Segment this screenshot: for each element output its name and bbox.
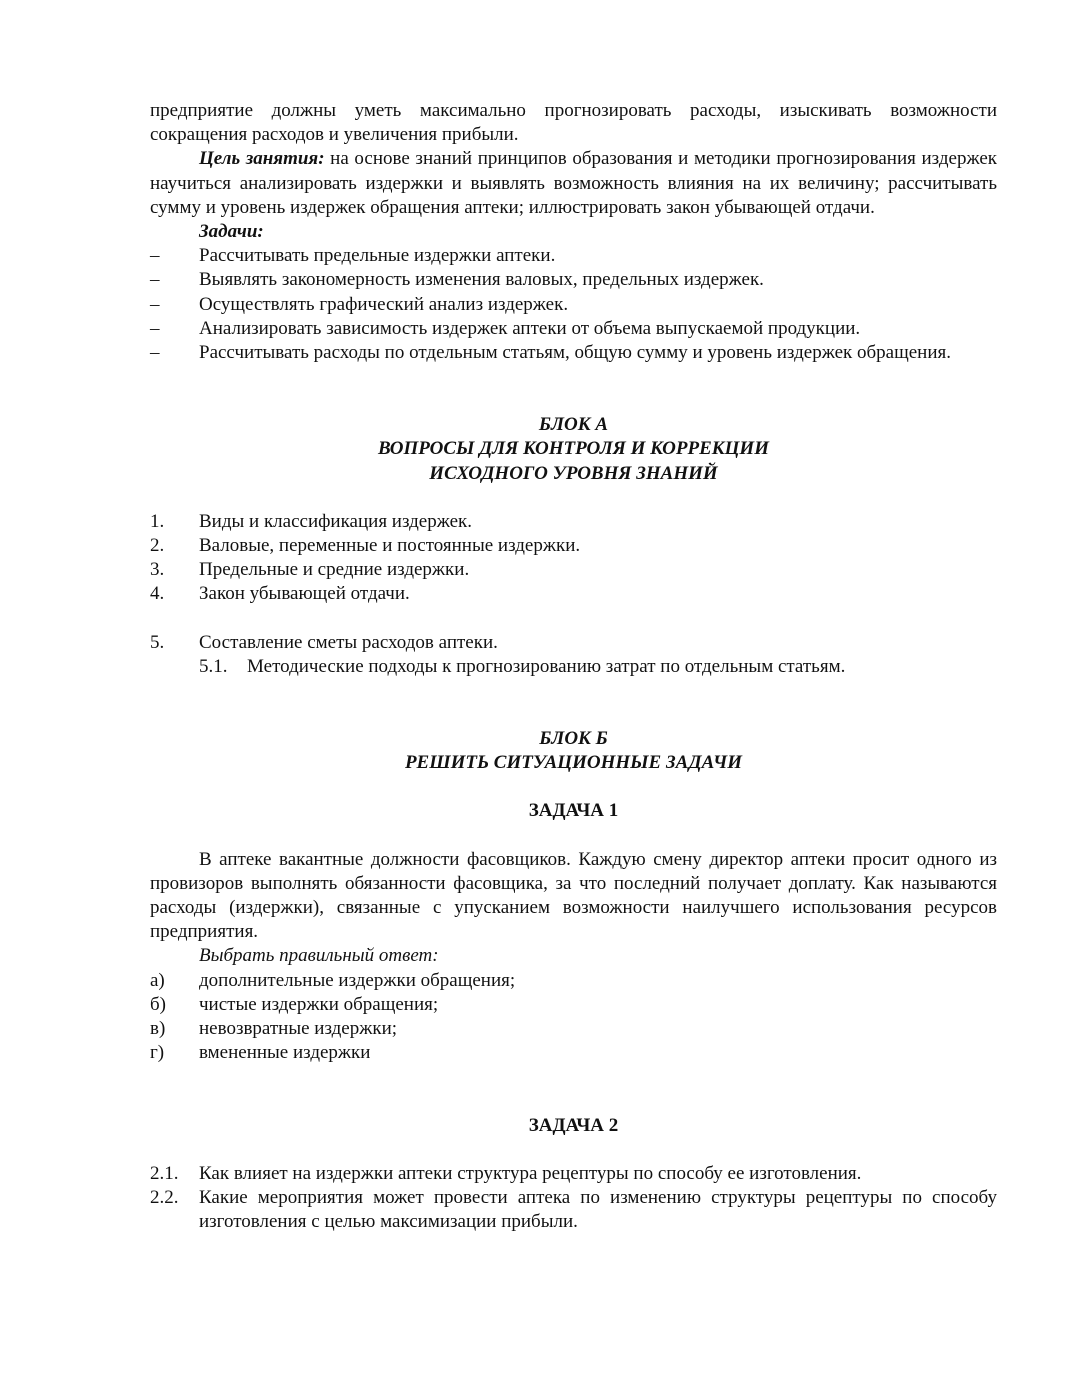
item-text: Предельные и средние издержки.: [199, 559, 470, 581]
list-item-text: Анализировать зависимость издержек аптеки от объема выпускаемой продукции.: [199, 317, 861, 339]
item-number: 3.: [150, 559, 165, 581]
numbered-item: [150, 631, 997, 655]
item-text: Как влияет на издержки аптеки структура рецептуры по способу ее изготовления.: [199, 1162, 862, 1184]
tasks-list: [150, 244, 997, 365]
numbered-item: [150, 510, 997, 534]
goal-paragraph: [150, 147, 997, 220]
item-number: 5.: [150, 631, 165, 653]
block-b-title: БЛОК Б: [539, 728, 608, 750]
item-text: Составление сметы расходов аптеки.: [199, 631, 498, 653]
option-letter: г): [150, 1042, 165, 1064]
answer-option: [150, 969, 997, 993]
numbered-item: [150, 534, 997, 558]
task-1-title: ЗАДАЧА 1: [528, 800, 619, 822]
option-letter: а): [150, 969, 165, 991]
block-a-subtitle-line2: ИСХОДНОГО УРОВНЯ ЗНАНИЙ: [429, 462, 718, 484]
item-text: Валовые, переменные и постоянные издержки.: [199, 535, 581, 557]
list-item-text: Рассчитывать предельные издержки аптеки.: [199, 245, 556, 267]
goal-label: Цель занятия:: [199, 148, 325, 170]
list-item: [150, 244, 997, 268]
numbered-item: [150, 1186, 997, 1234]
task-1-prompt: Выбрать правильный ответ:: [199, 945, 439, 967]
list-item-text: Осуществлять графический анализ издержек.: [199, 293, 569, 315]
list-item-text: Выявлять закономерность изменения валовых, предельных издержек.: [199, 269, 764, 291]
item-number: 2.: [150, 535, 165, 557]
option-text: невозвратные издержки;: [199, 1018, 398, 1040]
item-number: 1.: [150, 510, 165, 532]
list-dash: –: [150, 293, 160, 315]
list-dash: –: [150, 245, 160, 267]
block-a-title: БЛОК А: [538, 414, 609, 436]
item-text: Виды и классификация издержек.: [199, 510, 473, 532]
numbered-item: [150, 1162, 997, 1186]
option-letter: в): [150, 1018, 166, 1040]
list-dash: –: [150, 269, 160, 291]
item-number: 2.2.: [150, 1186, 179, 1208]
task-1-text: В аптеке вакантные должности фасовщиков. Каждую смену директор аптеки просит одного из провизоров выполнять обязанности фасовщика, за что последний получает доплату. Как называются расходы (издержки), связанные с упусканием возможности наилучшего использования ресурсов предприятия.: [150, 848, 997, 943]
list-item: [150, 268, 997, 292]
task-2-questions: [150, 1162, 997, 1235]
list-dash: –: [150, 317, 160, 339]
tasks-label: Задачи:: [199, 221, 264, 243]
list-item-text: Рассчитывать расходы по отдельным статьям, общую сумму и уровень издержек обращения.: [199, 342, 951, 364]
option-letter: б): [150, 993, 166, 1015]
option-text: чистые издержки обращения;: [199, 993, 439, 1015]
block-a-subtitle-line1: ВОПРОСЫ ДЛЯ КОНТРОЛЯ И КОРРЕКЦИИ: [378, 438, 769, 460]
task-1-options: [150, 969, 997, 1066]
goal-text: на основе знаний принципов образования и методики прогнозирования издержек научиться анализировать издержки и выявлять возможность влияния на их величину; рассчитывать сумму и уровень издержек обращения аптеки; иллюстрировать закон убывающей отдачи.: [150, 148, 997, 218]
item-number: 4.: [150, 583, 165, 605]
answer-option: [150, 1041, 997, 1065]
subitem-number: 5.1.: [199, 655, 228, 677]
task-2-title: ЗАДАЧА 2: [528, 1114, 619, 1136]
option-text: вмененные издержки: [199, 1042, 371, 1064]
item-text: Закон убывающей отдачи.: [199, 583, 410, 605]
answer-option: [150, 993, 997, 1017]
list-item: [150, 341, 997, 365]
option-text: дополнительные издержки обращения;: [199, 969, 516, 991]
answer-option: [150, 1017, 997, 1041]
intro-continuation: предприятие должны уметь максимально прогнозировать расходы, изыскивать возможности сокращения расходов и увеличения прибыли.: [150, 100, 997, 146]
item-text: Какие мероприятия может провести аптека по изменению структуры рецептуры по способу изготовления с целью максимизации прибыли.: [199, 1186, 997, 1233]
list-item: [150, 293, 997, 317]
list-item: [150, 317, 997, 341]
item-number: 2.1.: [150, 1162, 179, 1184]
numbered-item: [150, 582, 997, 606]
list-dash: –: [150, 342, 160, 364]
block-a-questions: [150, 510, 997, 679]
numbered-subitem: [150, 655, 997, 679]
subitem-text: Методические подходы к прогнозированию затрат по отдельным статьям.: [247, 655, 846, 677]
numbered-item: [150, 558, 997, 582]
block-b-subtitle: РЕШИТЬ СИТУАЦИОННЫЕ ЗАДАЧИ: [404, 752, 743, 774]
